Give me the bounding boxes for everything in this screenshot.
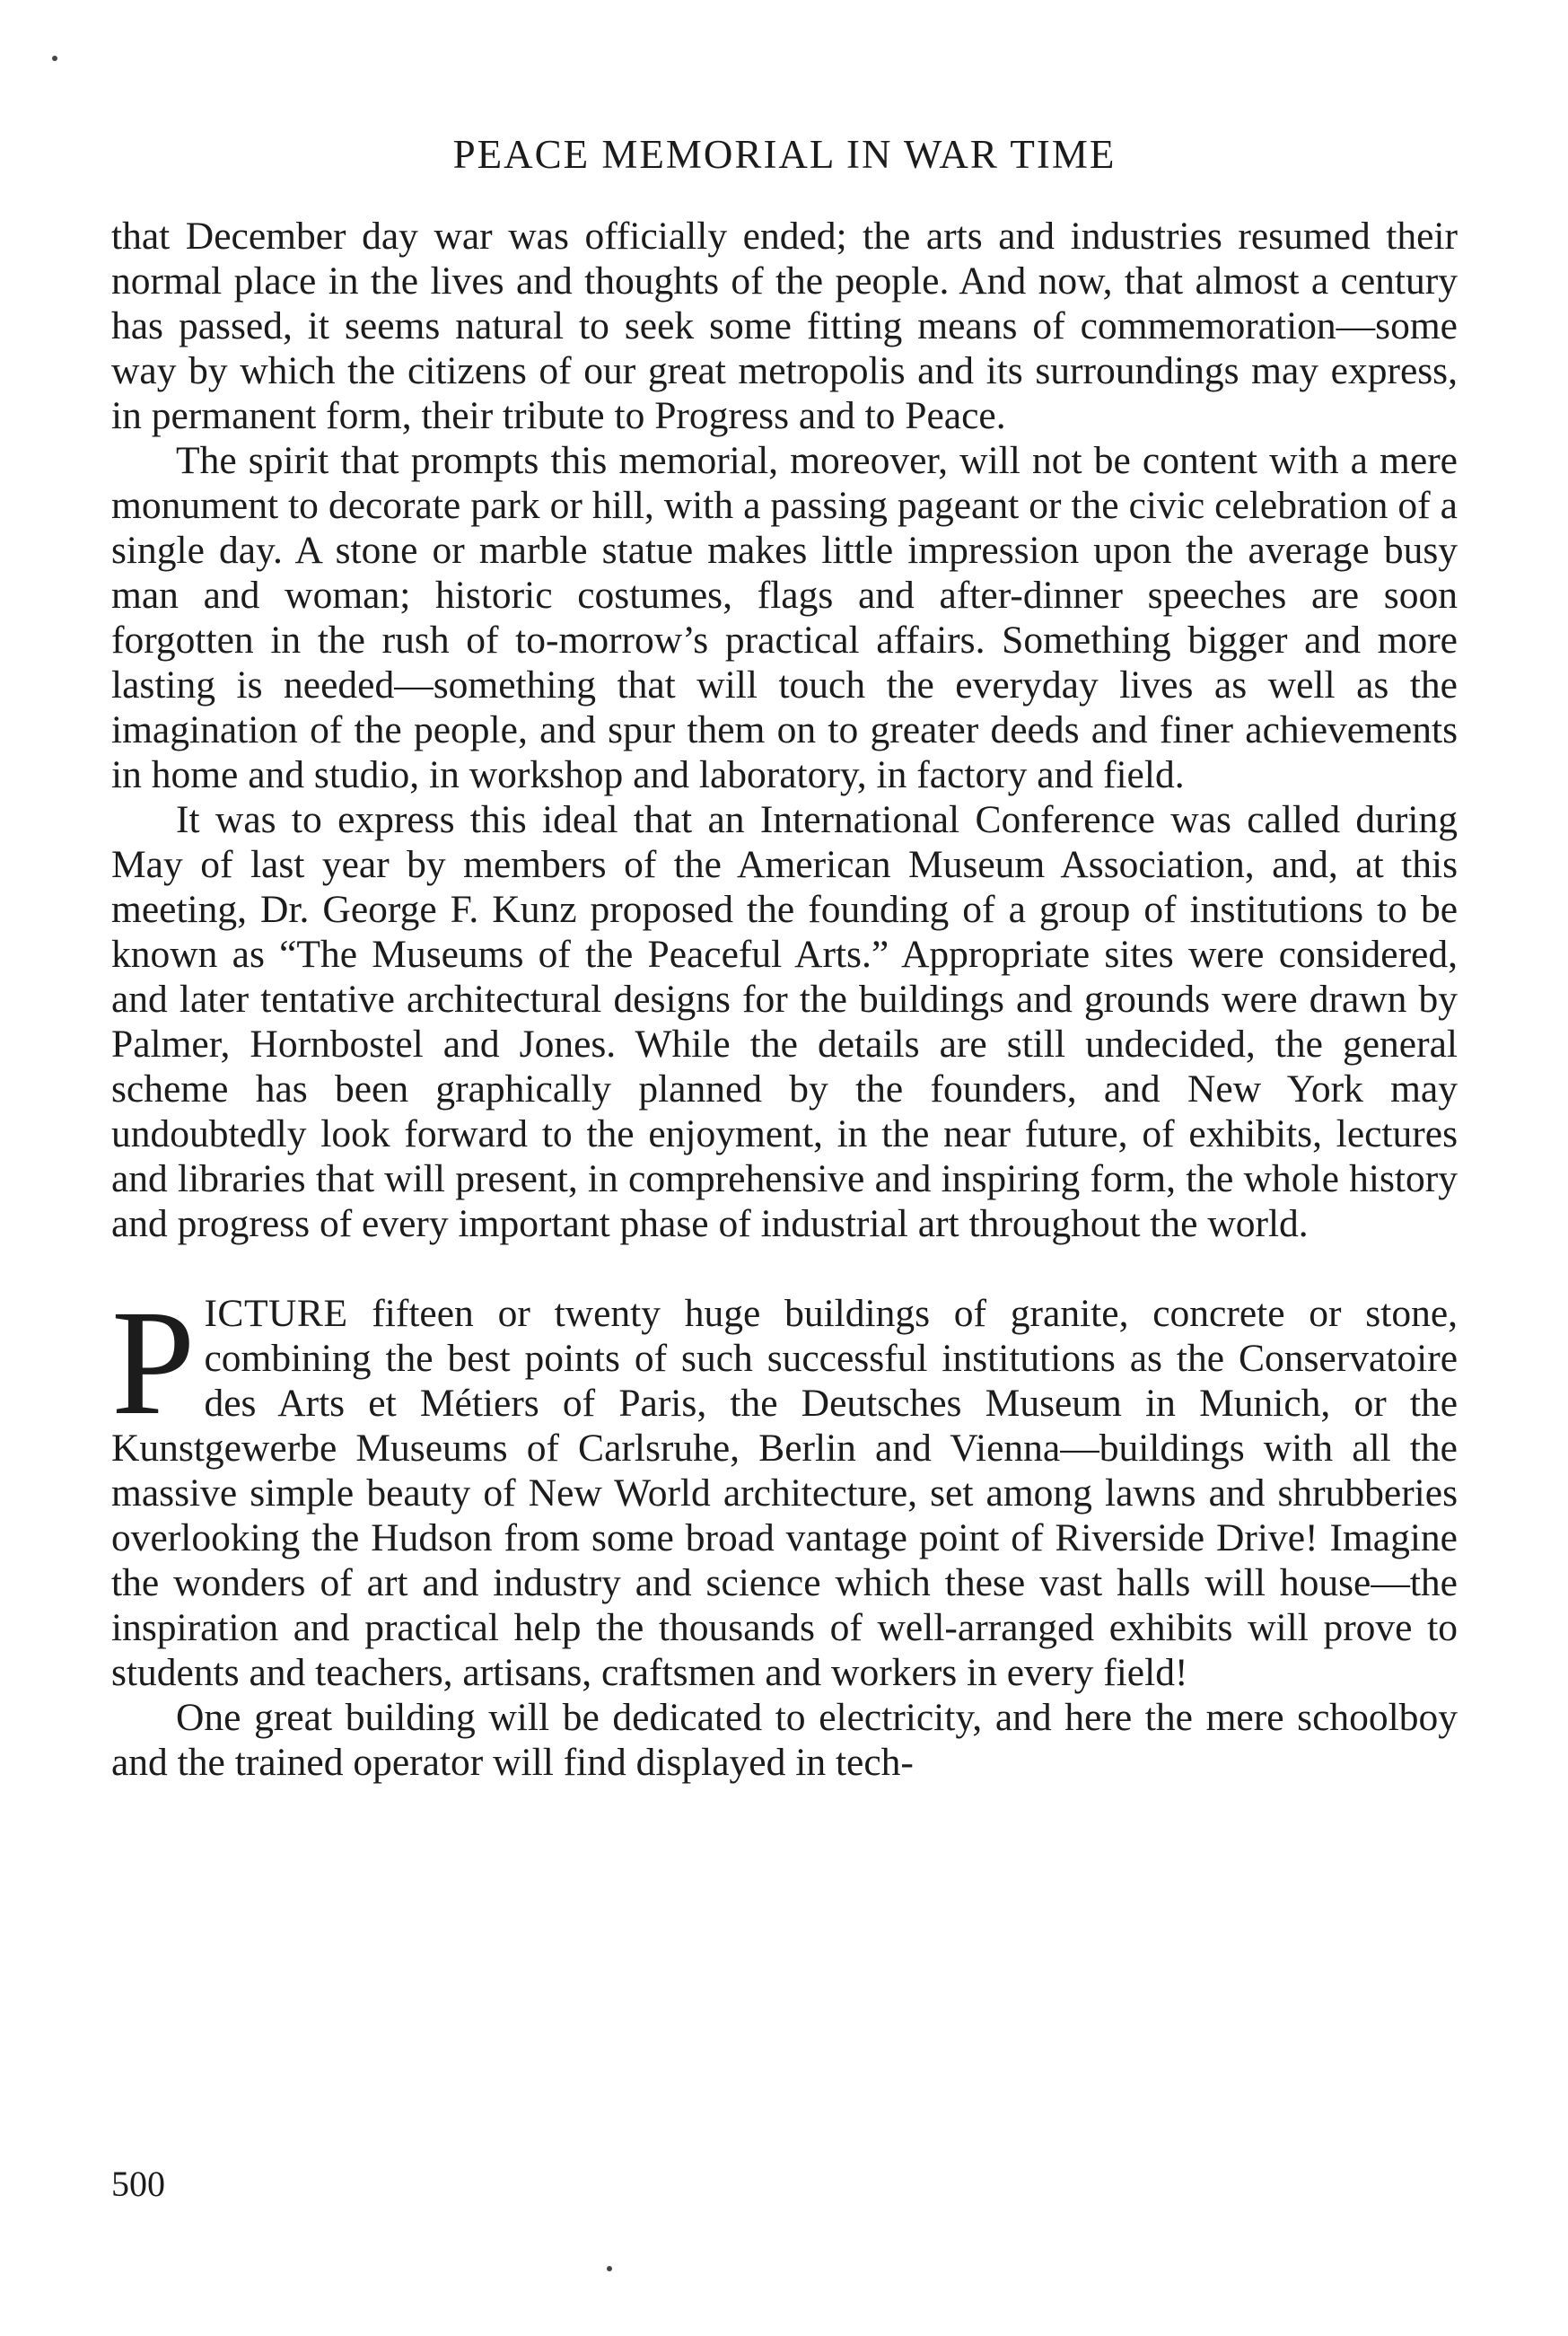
- paragraph-4-lead: ICTURE: [204, 1292, 348, 1335]
- body-text: [111, 214, 1458, 1785]
- book-page: [111, 0, 1458, 2336]
- scan-speck: [52, 56, 57, 61]
- paragraph-4: [111, 1279, 1458, 1695]
- drop-cap: P: [111, 1279, 196, 1446]
- scan-speck: [607, 2266, 612, 2271]
- paragraph-3: It was to express this ideal that an International Conference was called during May of last year by members of the American Museum Association, and, at this meeting, Dr. George F. Kunz proposed the founding of a group of institutions to be known as “The Museums of the Peaceful Arts.” Appropriate sites were considered, and later tentative architectural designs for the buildings and grounds were drawn by Palmer, Hornbostel and Jones. While the details are still undecided, the general scheme has been graphically planned by the founders, and New York may undoubtedly look forward to the enjoyment, in the near future, of exhibits, lectures and libraries that will present, in comprehensive and inspiring form, the whole history and progress of every important phase of industrial art throughout the world.: [111, 798, 1458, 1245]
- running-head: PEACE MEMORIAL IN WAR TIME: [452, 132, 1117, 177]
- paragraph-4-text: fifteen or twenty huge buildings of granite, concrete or stone, combining the best points of such successful institutions as the Conservatoire des Arts et Métiers of Paris, the Deutsches Museum in Munich, or the Kunstgewerbe Museums of Carlsruhe, Berlin and Vienna—buildings with all the massive simple beauty of New World architecture, set among lawns and shrubberies overlooking the Hudson from some broad vantage point of Riverside Drive! Imagine the wonders of art and industry and science which these vast halls will house—the inspiration and practical help the thousands of well-arranged exhibits will prove to students and teachers, artisans, craftsmen and workers in every field!: [111, 1292, 1458, 1694]
- paragraph-5: One great building will be dedicated to electricity, and here the mere schoolboy and the trained operator will find displayed in tech-: [111, 1696, 1458, 1784]
- page-number: 500: [111, 2164, 165, 2204]
- paragraph-1: that December day war was officially ended; the arts and industries resumed their normal place in the lives and thoughts of the people. And now, that almost a century has passed, it seems natural to seek some fitting means of commemoration—some way by which the citizens of our great metropolis and its surroundings may express, in permanent form, their tribute to Progress and to Peace.: [111, 215, 1458, 437]
- paragraph-2: The spirit that prompts this memorial, moreover, will not be content with a mere monument to decorate park or hill, with a passing pageant or the civic celebration of a single day. A stone or marble statue makes little impression upon the average busy man and woman; historic costumes, flags and after-dinner speeches are soon forgotten in the rush of to-morrow’s practical affairs. Something bigger and more lasting is needed—something that will touch the everyday lives as well as the imagination of the people, and spur them on to greater deeds and finer achievements in home and studio, in workshop and laboratory, in factory and field.: [111, 439, 1458, 796]
